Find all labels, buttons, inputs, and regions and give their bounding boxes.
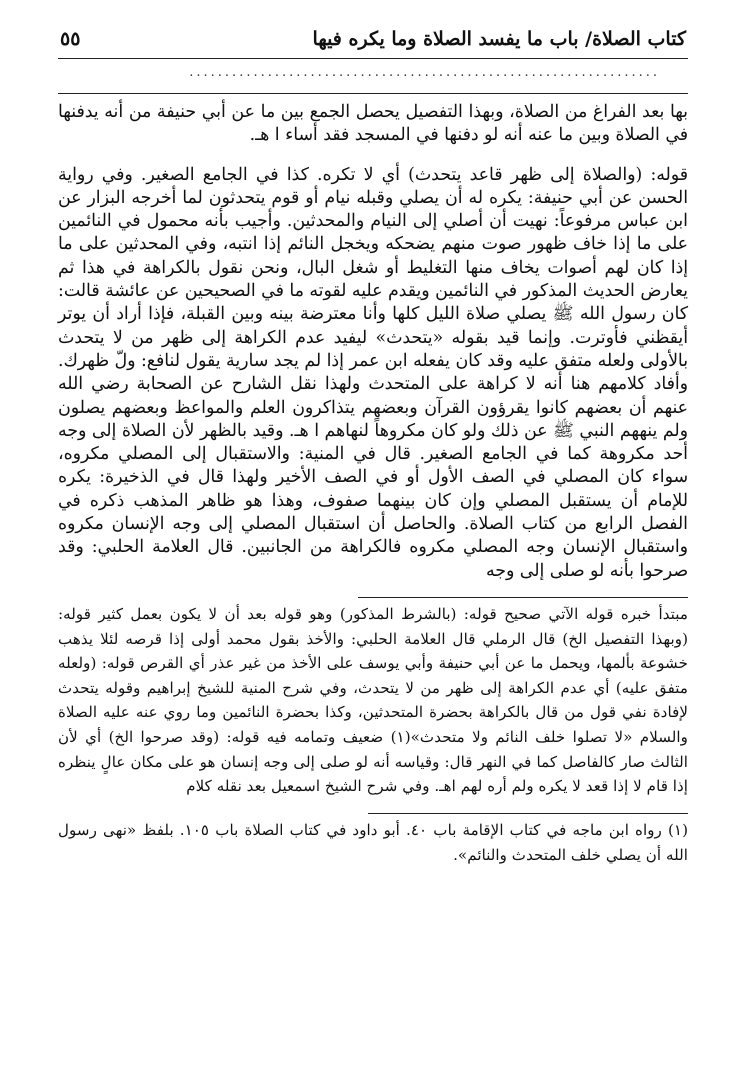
main-paragraph-2: قوله: (والصلاة إلى ظهر قاعد يتحدث) أي لا تكره. كذا في الجامع الصغير. وفي رواية الحسن عن أبي حنيفة: يكره له أن يصلي وقبله نيام أو قوم يتحدثون لما أخرجه البزار عن ابن عباس مرفوعاً: نهيت أن أصلي إلى النيام والمحدثين. وأجيب بأنه محمول في النائمين على ما إذا خاف ظهور صوت منهم يضحكه ويخجل النائم إذا انتبه، وفي المحدثين على ما إذا كان لهم أصوات يخاف منها التغليط أو شغل البال، ونحن نقول بالكراهة في هذا ثم يعارض الحديث المذكور في النائمين ويقدم عليه لقوته ما في الصحيحين عن عائشة قالت: كان رسول الله ﷺ يصلي صلاة الليل كلها وأنا معترضة بينه وبين القبلة، فإذا أراد أن يوتر أيقظني فأوترت. وإنما قيد بقوله «يتحدث» ليفيد عدم الكراهة إلى ظهر من لا يتحدث بالأولى ولعله متفق عليه وقد كان يفعله ابن عمر إذا لم يجد سارية يقول لنافع: ولّ ظهرك. وأفاد كلامهم هنا أنه لا كراهة على المتحدث ولهذا نقل الشارح عن الصحابة رضي الله عنهم أن بعضهم كانوا يقرؤون القرآن وبعضهم يتذاكرون العلم والمواعظ وبعضهم يصلون ولم ينههم النبي ﷺ عن ذلك ولو كان مكروهاً لنهاهم ا هـ. وقيد بالظهر لأن الصلاة إلى وجه أحد مكروهة كما في الجامع الصغير. قال في المنية: والاستقبال إلى المصلي مكروه، سواء كان المصلي في الصف الأول أو في الصف الأخير ولهذا قال في الذخيرة: يكره للإمام أن يستقبل المصلي وإن كان بينهما صفوف، وهذا هو ظاهر المذهب ذكره في الفصل الرابع من كتاب الصلاة. والحاصل أن استقبال المصلي إلى وجه الإنسان مكروه واستقبال الإنسان وجه المصلي مكروه فالكراهة من الجانبين. قال العلامة الحلبي: وقد صرحوا بأنه لو صلى إلى وجه: [58, 164, 688, 581]
page-number: ٥٥: [60, 28, 81, 50]
running-title: كتاب الصلاة/ باب ما يفسد الصلاة وما يكره فيها: [312, 28, 686, 50]
main-paragraph-1: بها بعد الفراغ من الصلاة، وبهذا التفصيل يحصل الجمع بين ما عن أبي حنيفة من أنه يدفنها في الصلاة وبين ما عنه أنه لو دفنها في المسجد فقد أساء ا هـ.: [58, 102, 688, 146]
dotted-line: ..................................................................: [189, 65, 660, 80]
commentary-separator: [358, 597, 688, 598]
commentary-text: مبتدأ خبره قوله الآتي صحيح قوله: (بالشرط المذكور) وهو قوله بعد أن لا يكون بعمل كثير قوله: (وبهذا التفصيل الخ) قال الرملي قال العلامة الحلبي: والأخذ بقول محمد أولى إذا قرصه لئلا يذهب خشوعة بألمها، ويحمل ما عن أبي حنيفة وأبي يوسف على الأخذ من غير عذر أي القرص قوله: (ولعله متفق عليه) أي عدم الكراهة إلى ظهر من لا يتحدث، وفي شرح المنية للشيخ إبراهيم وقوله يتحدث لإفادة نفي قول من قال بالكراهة بحضرة المتحدثين، وكذا بحضرة النائمين وما روي عنه عليه الصلاة والسلام «لا تصلوا خلف النائم ولا متحدث»(١) ضعيف وتمامه فيه قوله: (وقد صرحوا الخ) أي لأن الثالث صار كالفاصل كما في النهر قال: وقياسه أنه لو صلى إلى وجه إنسان هو على مكان عالٍ ينظره إذا قام لا إذا قعد لا يكره ولم أره لهم اهـ. وفي شرح الشيخ اسمعيل بعد نقله كلام: [58, 604, 688, 796]
page-header: [58, 28, 688, 58]
book-page: [58, 28, 688, 868]
footnote-separator: [368, 813, 688, 814]
section-rule: [58, 93, 688, 94]
footnote-text: (١) رواه ابن ماجه في كتاب الإقامة باب ٤٠. أبو داود في كتاب الصلاة باب ١٠٥. بلفظ «نهى رسول الله أن يصلي خلف المتحدث والنائم».: [58, 820, 688, 864]
